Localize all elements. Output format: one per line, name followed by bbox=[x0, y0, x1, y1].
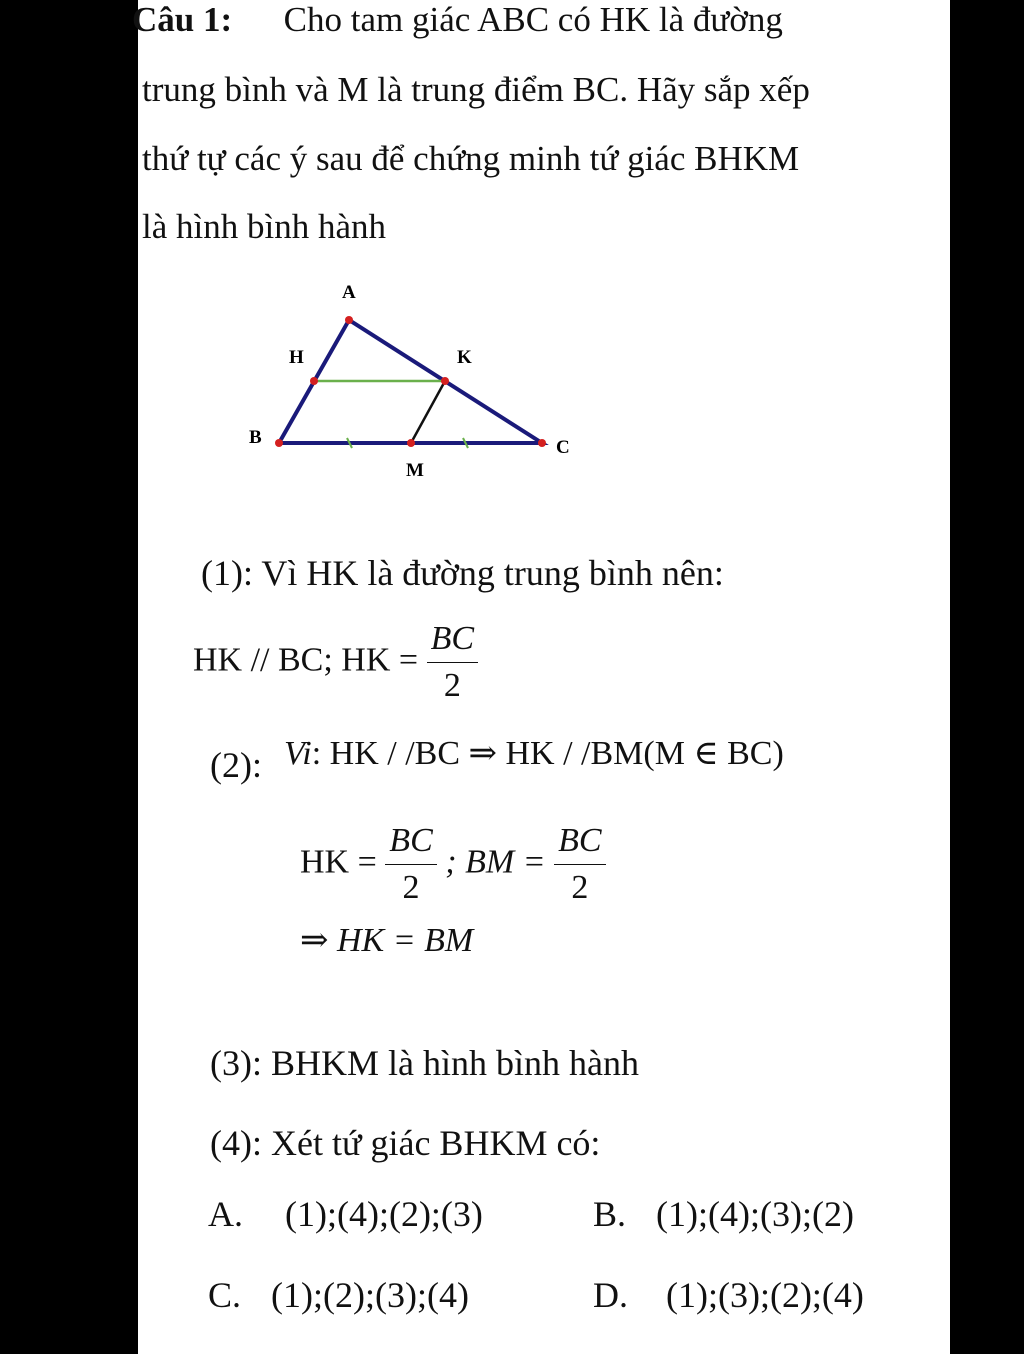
step-3-text: (3): BHKM là hình bình hành bbox=[210, 1043, 639, 1083]
step-2-line-1-rest: : HK / /BC ⇒ HK / /BM(M ∈ BC) bbox=[311, 735, 784, 772]
option-d[interactable] bbox=[593, 1274, 864, 1316]
fraction-bc-over-2 bbox=[427, 620, 478, 705]
step-2-vi: Vi bbox=[284, 735, 312, 772]
fraction-bm bbox=[554, 822, 605, 907]
label-a: A bbox=[342, 282, 356, 303]
label-m: M bbox=[406, 460, 424, 481]
step-2-bm: ; BM = bbox=[445, 843, 546, 881]
option-c-value: (1);(2);(3);(4) bbox=[271, 1275, 469, 1315]
option-b-letter: B. bbox=[593, 1194, 627, 1234]
fraction-numerator: BC bbox=[427, 620, 478, 663]
step-1-formula bbox=[193, 620, 478, 705]
segment-km bbox=[411, 381, 445, 443]
label-h: H bbox=[289, 347, 304, 368]
fraction-bm-numerator: BC bbox=[554, 822, 605, 865]
point-k bbox=[441, 377, 449, 385]
label-k: K bbox=[457, 347, 472, 368]
step-2-line-2 bbox=[300, 822, 606, 907]
point-h bbox=[310, 377, 318, 385]
option-c-letter: C. bbox=[208, 1275, 242, 1315]
step-1-lhs: HK // BC; HK = bbox=[193, 641, 419, 679]
point-b bbox=[275, 439, 283, 447]
step-2-line-3: ⇒ HK = BM bbox=[300, 922, 474, 959]
option-d-letter: D. bbox=[593, 1275, 628, 1315]
step-4-text: (4): Xét tứ giác BHKM có: bbox=[210, 1123, 601, 1163]
fraction-hk-numerator: BC bbox=[385, 822, 436, 865]
label-b: B bbox=[249, 427, 262, 448]
question-text-1: Cho tam giác ABC có HK là đường bbox=[283, 0, 783, 39]
option-d-value: (1);(3);(2);(4) bbox=[666, 1275, 864, 1315]
triangle-diagram bbox=[0, 0, 1024, 520]
question-line-4: là hình bình hành bbox=[142, 207, 386, 246]
question-line-2: trung bình và M là trung điểm BC. Hãy sắp xếp bbox=[142, 70, 810, 109]
fraction-bm-denominator: 2 bbox=[571, 869, 589, 906]
step-2-hk: HK = bbox=[300, 843, 377, 881]
option-a-letter: A. bbox=[208, 1194, 243, 1234]
point-m bbox=[407, 439, 415, 447]
option-c[interactable] bbox=[208, 1274, 469, 1316]
question-line-3: thứ tự các ý sau để chứng minh tứ giác BHKM bbox=[142, 139, 800, 178]
question-number: Câu 1: bbox=[132, 0, 233, 39]
option-a[interactable] bbox=[208, 1193, 483, 1235]
step-2-label: (2): bbox=[210, 745, 262, 785]
step-2-line-1 bbox=[284, 733, 784, 773]
option-b-value: (1);(4);(3);(2) bbox=[656, 1194, 854, 1234]
step-1-text: (1): Vì HK là đường trung bình nên: bbox=[201, 553, 724, 593]
label-c: C bbox=[556, 437, 570, 458]
point-a bbox=[345, 316, 353, 324]
fraction-hk-denominator: 2 bbox=[402, 869, 420, 906]
fraction-hk bbox=[385, 822, 436, 907]
point-c bbox=[538, 439, 546, 447]
option-a-value: (1);(4);(2);(3) bbox=[285, 1194, 483, 1234]
fraction-denominator: 2 bbox=[443, 667, 461, 704]
option-b[interactable] bbox=[593, 1193, 854, 1235]
